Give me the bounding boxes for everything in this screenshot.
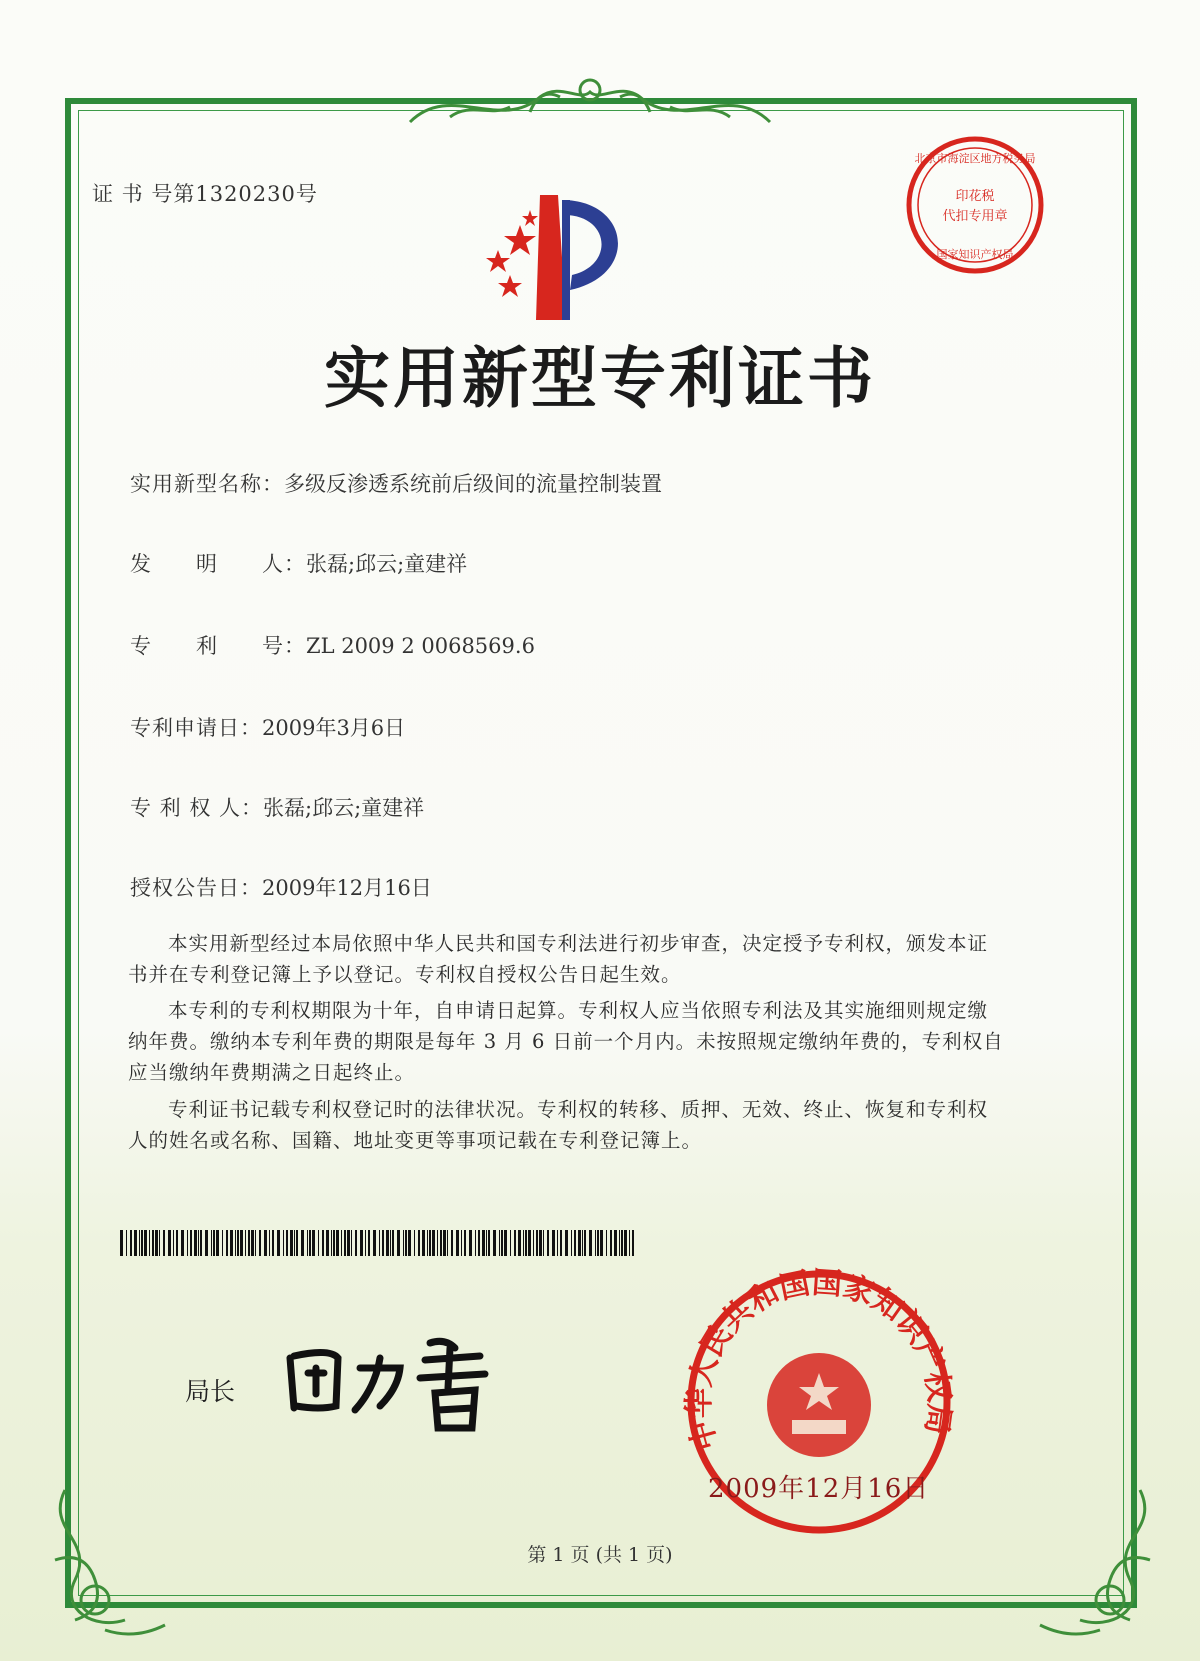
field-label: 发 明 人： bbox=[130, 552, 306, 576]
field-label: 实用新型名称： bbox=[130, 472, 284, 496]
field-patent-number bbox=[130, 630, 535, 660]
field-value: 2009年12月16日 bbox=[262, 876, 432, 900]
field-value: ZL 2009 2 0068569.6 bbox=[306, 634, 535, 658]
field-value: 张磊;邱云;童建祥 bbox=[306, 552, 468, 576]
field-inventor bbox=[130, 548, 467, 578]
paragraph-legal-status: 专利证书记载专利权登记时的法律状况。专利权的转移、质押、无效、终止、恢复和专利权人的姓名或名称、国籍、地址变更等事项记载在专利登记簿上。 bbox=[128, 1098, 989, 1152]
field-application-date bbox=[130, 712, 405, 742]
field-value: 多级反渗透系统前后级间的流量控制装置 bbox=[284, 472, 662, 496]
field-value: 张磊;邱云;童建祥 bbox=[263, 796, 425, 820]
top-ornament bbox=[390, 62, 790, 142]
svg-text:印花税: 印花税 bbox=[955, 189, 995, 204]
field-label: 专利申请日： bbox=[130, 716, 262, 740]
director-signature bbox=[280, 1328, 510, 1438]
svg-text:国家知识产权局: 国家知识产权局 bbox=[936, 248, 1014, 261]
field-grant-date bbox=[130, 872, 432, 902]
barcode bbox=[120, 1230, 640, 1256]
svg-text:代扣专用章: 代扣专用章 bbox=[942, 209, 1008, 224]
page-number: 第 1 页 (共 1 页) bbox=[527, 1544, 673, 1566]
patent-office-emblem-icon bbox=[480, 180, 660, 330]
field-patentee bbox=[130, 792, 424, 822]
field-label: 授权公告日： bbox=[130, 876, 262, 900]
paragraph-term: 本专利的专利权期限为十年，自申请日起算。专利权人应当依照专利法及其实施细则规定缴纳年费。缴纳本专利年费的期限是每年 3 月 6 日前一个月内。未按照规定缴纳年费的，专利权自应当缴纳年费期满之日起终止。 bbox=[128, 999, 1004, 1084]
field-label: 专 利 权 人： bbox=[130, 796, 264, 820]
field-value: 2009年3月6日 bbox=[262, 716, 406, 740]
seal-date: 2009年12月16日 bbox=[708, 1474, 930, 1504]
field-label: 专 利 号： bbox=[130, 634, 306, 658]
director-label: 局长 bbox=[185, 1377, 236, 1406]
svg-text:北京市海淀区地方税务局: 北京市海淀区地方税务局 bbox=[914, 152, 1036, 165]
svg-text:中华人民共和国国家知识产权局: 中华人民共和国国家知识产权局 bbox=[682, 1265, 957, 1455]
tax-seal-stamp bbox=[900, 130, 1050, 280]
field-utility-model-name bbox=[130, 468, 662, 498]
certificate-title: 实用新型专利证书 bbox=[324, 340, 876, 417]
certificate-number: 证 书 号第1320230号 bbox=[92, 182, 318, 206]
paragraph-grant-notice: 本实用新型经过本局依照中华人民共和国专利法进行初步审查，决定授予专利权，颁发本证书并在专利登记簿上予以登记。专利权自授权公告日起生效。 bbox=[128, 932, 989, 986]
